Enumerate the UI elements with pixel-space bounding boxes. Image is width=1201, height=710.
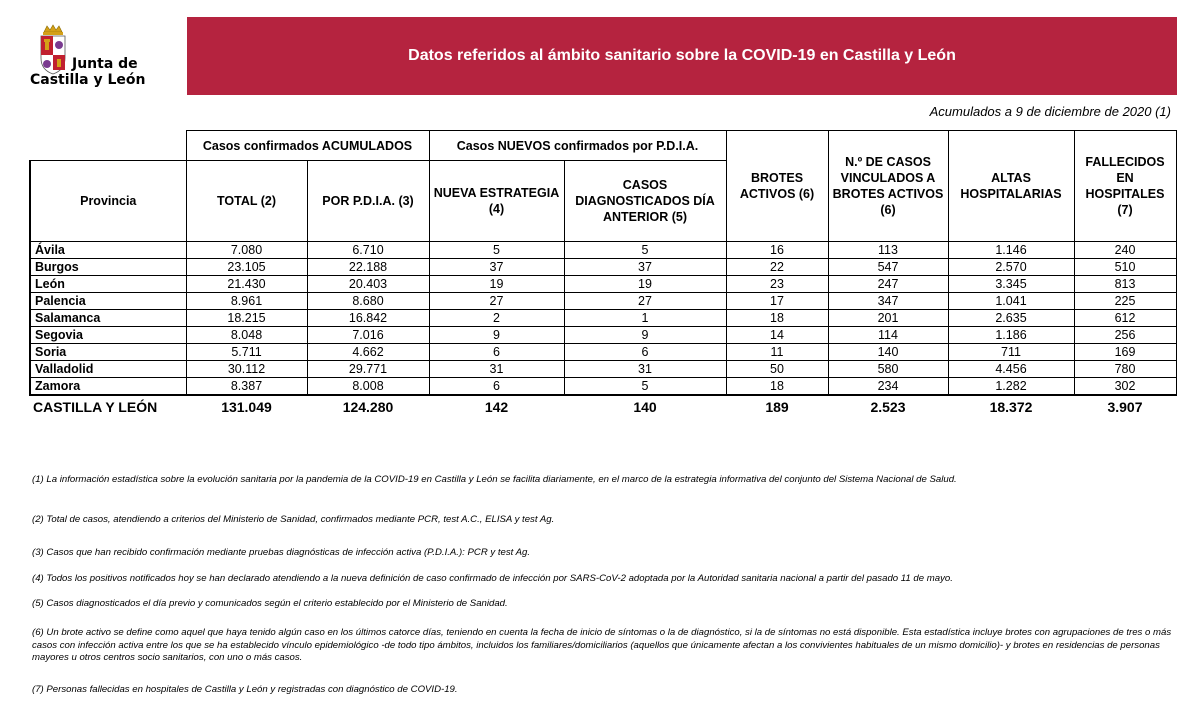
table-cell: 114 (828, 327, 948, 344)
table-cell: 140 (828, 344, 948, 361)
table-cell: 5 (564, 378, 726, 396)
table-row (30, 259, 1176, 276)
table-cell: 22 (726, 259, 828, 276)
total-cell: 189 (765, 399, 789, 415)
table-cell: 3.345 (948, 276, 1074, 293)
junta-logo (28, 20, 168, 92)
table-cell: 302 (1074, 378, 1176, 396)
table-cell: 547 (828, 259, 948, 276)
group-acumulados-header: Casos confirmados ACUMULADOS (186, 131, 429, 161)
table-cell: 2.570 (948, 259, 1074, 276)
province-name: Salamanca (30, 310, 186, 327)
table-cell: 5 (564, 242, 726, 259)
table-cell: 17 (726, 293, 828, 310)
table-cell: 30.112 (186, 361, 307, 378)
table-cell: 1.282 (948, 378, 1074, 396)
table-cell: 2 (429, 310, 564, 327)
header-total: TOTAL (2) (186, 161, 307, 242)
table-cell: 6 (429, 344, 564, 361)
table-cell: 18 (726, 310, 828, 327)
table-row (30, 378, 1176, 396)
table-cell: 27 (429, 293, 564, 310)
province-name: Valladolid (30, 361, 186, 378)
table-cell: 1.146 (948, 242, 1074, 259)
coat-of-arms-icon (38, 24, 68, 76)
table-cell: 29.771 (307, 361, 429, 378)
table-cell: 7.016 (307, 327, 429, 344)
table-cell: 6 (564, 344, 726, 361)
table-cell: 8.680 (307, 293, 429, 310)
page-title: Datos referidos al ámbito sanitario sobre la COVID-19 en Castilla y León (408, 47, 956, 64)
table-cell: 8.387 (186, 378, 307, 396)
total-cell: 124.280 (342, 399, 394, 415)
province-name: Burgos (30, 259, 186, 276)
table-cell: 16 (726, 242, 828, 259)
logo-text-line2: Castilla y León (30, 72, 146, 88)
table-cell: 113 (828, 242, 948, 259)
table-cell: 21.430 (186, 276, 307, 293)
table-row (30, 344, 1176, 361)
table-row (30, 276, 1176, 293)
table-cell: 510 (1074, 259, 1176, 276)
logo-text-line1: Junta de (72, 56, 138, 72)
date-subtitle: Acumulados a 9 de diciembre de 2020 (1) (929, 104, 1171, 119)
header-altas: ALTAS HOSPITALARIAS (948, 131, 1074, 242)
table-cell: 9 (429, 327, 564, 344)
table-cell: 8.048 (186, 327, 307, 344)
table-cell: 6.710 (307, 242, 429, 259)
table-cell: 1.041 (948, 293, 1074, 310)
province-name: Soria (30, 344, 186, 361)
province-name: León (30, 276, 186, 293)
table-row (30, 310, 1176, 327)
table-cell: 7.080 (186, 242, 307, 259)
table-cell: 256 (1074, 327, 1176, 344)
table-cell: 780 (1074, 361, 1176, 378)
table-cell: 8.961 (186, 293, 307, 310)
table-cell: 201 (828, 310, 948, 327)
province-name: Segovia (30, 327, 186, 344)
table-cell: 22.188 (307, 259, 429, 276)
total-cell: CASTILLA Y LEÓN (33, 399, 158, 415)
table-cell: 711 (948, 344, 1074, 361)
header-provincia: Provincia (30, 161, 186, 242)
table-cell: 1.186 (948, 327, 1074, 344)
table-cell: 4.662 (307, 344, 429, 361)
header-vinculados: N.º DE CASOS VINCULADOS A BROTES ACTIVOS (6) (828, 131, 948, 242)
table-row (30, 242, 1176, 259)
table-cell: 50 (726, 361, 828, 378)
total-cell: 142 (484, 399, 509, 415)
total-cell: 18.372 (989, 399, 1033, 415)
table-cell: 240 (1074, 242, 1176, 259)
table-cell: 37 (429, 259, 564, 276)
table-row (30, 293, 1176, 310)
table-cell: 247 (828, 276, 948, 293)
footnote: (4) Todos los positivos notificados hoy se han declarado atendiendo a la nueva definición de caso confirmado de infección por SARS-CoV-2 adoptada por la Autoridad sanitaria nacional a partir del pasado 11 de mayo. (32, 573, 953, 584)
title-banner (187, 17, 1177, 95)
header-por-pdia: POR P.D.I.A. (3) (307, 161, 429, 242)
header-fallecidos: FALLECIDOS EN HOSPITALES (7) (1074, 131, 1176, 242)
footnote: (3) Casos que han recibido confirmación mediante pruebas diagnósticas de infección activa (P.D.I.A.): PCR y test Ag. (32, 547, 531, 558)
table-cell: 37 (564, 259, 726, 276)
footnote: (5) Casos diagnosticados el día previo y comunicados según el criterio establecido por el Ministerio de Sanidad. (32, 598, 508, 609)
table-cell: 1 (564, 310, 726, 327)
table-row (30, 361, 1176, 378)
table-cell: 19 (429, 276, 564, 293)
footnote: (2) Total de casos, atendiendo a criterios del Ministerio de Sanidad, confirmados mediante PCR, test A.C., ELISA y test Ag. (32, 514, 555, 525)
table-cell: 2.635 (948, 310, 1074, 327)
table-cell: 225 (1074, 293, 1176, 310)
table-cell: 347 (828, 293, 948, 310)
header-nueva-estrategia: NUEVA ESTRATEGIA (4) (429, 161, 564, 242)
table-cell: 5.711 (186, 344, 307, 361)
total-cell: 140 (633, 399, 657, 415)
table-cell: 8.008 (307, 378, 429, 396)
table-cell: 169 (1074, 344, 1176, 361)
table-cell: 234 (828, 378, 948, 396)
table-cell: 31 (564, 361, 726, 378)
table-cell: 16.842 (307, 310, 429, 327)
table-cell: 19 (564, 276, 726, 293)
empty-corner (30, 131, 186, 161)
table-cell: 612 (1074, 310, 1176, 327)
footnote: (6) Un brote activo se define como aquel que haya tenido algún caso en los últimos catorce días, teniendo en cuenta la fecha de inicio de síntomas o la de diagnóstico, si la de síntomas no está disponible. Esta estadística incluye brotes con agrupaciones de tres o más casos con infección activa entre los que se ha establecido vínculo epidemiológico -de todo tipo ámbitos, incluidos los familiares/domiciliarios (aquellos que únicamente afectan a los convivientes habituales de un mismo domicilio)- y brotes en residencias de personas mayores u otros centros socio sanitarios, con uno o más casos. (32, 627, 1172, 663)
province-name: Ávila (30, 242, 186, 259)
table-cell: 14 (726, 327, 828, 344)
table-cell: 813 (1074, 276, 1176, 293)
footnote: (1) La información estadística sobre la evolución sanitaria por la pandemia de la COVID-19 en Castilla y León se facilita diariamente, en el marco de la estrategia informativa del conjunto del Sistema Nacional de Salud. (32, 474, 957, 485)
province-name: Palencia (30, 293, 186, 310)
total-cell: 2.523 (870, 399, 906, 415)
header-brotes: BROTES ACTIVOS (6) (726, 131, 828, 242)
total-cell: 3.907 (1107, 399, 1143, 415)
table-cell: 9 (564, 327, 726, 344)
total-row (30, 395, 1176, 418)
province-name: Zamora (30, 378, 186, 396)
header-casos-dia-anterior: CASOS DIAGNOSTICADOS DÍA ANTERIOR (5) (564, 161, 726, 242)
table-cell: 580 (828, 361, 948, 378)
table-cell: 18 (726, 378, 828, 396)
table-row (30, 327, 1176, 344)
table-cell: 11 (726, 344, 828, 361)
table-cell: 31 (429, 361, 564, 378)
table-cell: 6 (429, 378, 564, 396)
total-cell: 131.049 (221, 399, 272, 415)
table-cell: 5 (429, 242, 564, 259)
group-nuevos-header: Casos NUEVOS confirmados por P.D.I.A. (429, 131, 726, 161)
table-cell: 20.403 (307, 276, 429, 293)
footnote: (7) Personas fallecidas en hospitales de Castilla y León y registradas con diagnóstico de COVID-19. (32, 684, 458, 695)
table-cell: 23.105 (186, 259, 307, 276)
table-cell: 18.215 (186, 310, 307, 327)
data-table (29, 130, 1177, 418)
table-cell: 4.456 (948, 361, 1074, 378)
table-cell: 23 (726, 276, 828, 293)
table-cell: 27 (564, 293, 726, 310)
